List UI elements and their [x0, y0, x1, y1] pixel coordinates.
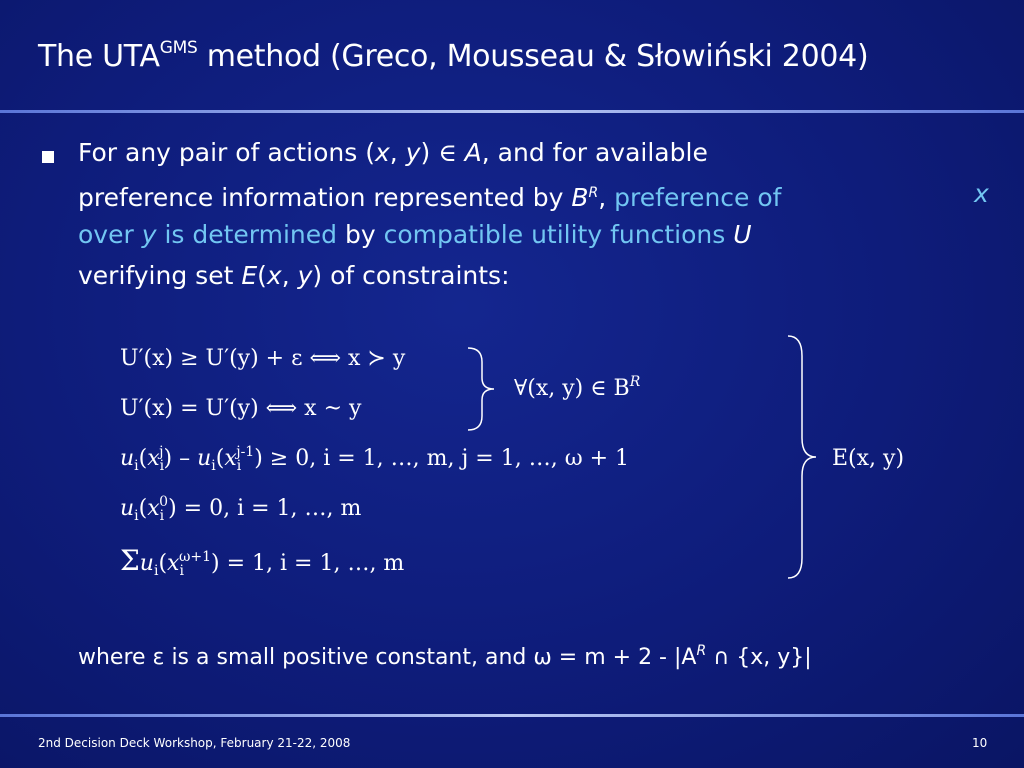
- bullet-line-1: For any pair of actions (x, y) ∈ A, and for available: [78, 138, 708, 167]
- bullet-square-icon: [42, 151, 54, 163]
- constraint-monotonicity: $u_i(x_i^j) - u_i(x_i^{j-1}) \ge 0$, i = 1, …, m, j = 1, …, ω + 1: [120, 444, 630, 474]
- bullet-line-4: verifying set E(x, y) of constraints:: [78, 261, 510, 290]
- constraint-preference: U′(x) ≥ U′(y) + ε ⟺ x ≻ y: [120, 346, 406, 371]
- where-note: where ε is a small positive constant, and $\omega = m + 2 - |A^R$ ∩ {x, y}|: [78, 643, 812, 670]
- bullet-line-2: preference information represented by $B^R$, preference of: [78, 183, 782, 212]
- footer-event: 2nd Decision Deck Workshop, February 21-22, 2008: [38, 736, 351, 750]
- constraint-indifference: U′(x) = U′(y) ⟺ x ~ y: [120, 396, 362, 421]
- footer-divider: [0, 714, 1024, 717]
- constraint-set-label: E(x, y): [832, 446, 905, 471]
- forall-condition: ∀(x, y) ∈ $B^R$: [514, 374, 641, 401]
- title-divider: [0, 110, 1024, 113]
- bullet-line-2-x: x: [974, 179, 989, 208]
- constraint-normalization-one: $\Sigma u_i(x_i^{\omega+1}) = 1$, i = 1, …, m: [120, 544, 405, 579]
- inner-brace: [462, 346, 502, 432]
- outer-brace: [782, 334, 822, 580]
- slide-title: The $UTA^{GMS}$ method (Greco, Mousseau & Słowiński 2004): [38, 38, 869, 74]
- constraint-normalization-zero: $u_i(x_i^0) = 0$, i = 1, …, m: [120, 494, 362, 524]
- bullet-line-3: over y is determined by compatible utility functions U: [78, 220, 752, 249]
- page-number: 10: [972, 736, 988, 750]
